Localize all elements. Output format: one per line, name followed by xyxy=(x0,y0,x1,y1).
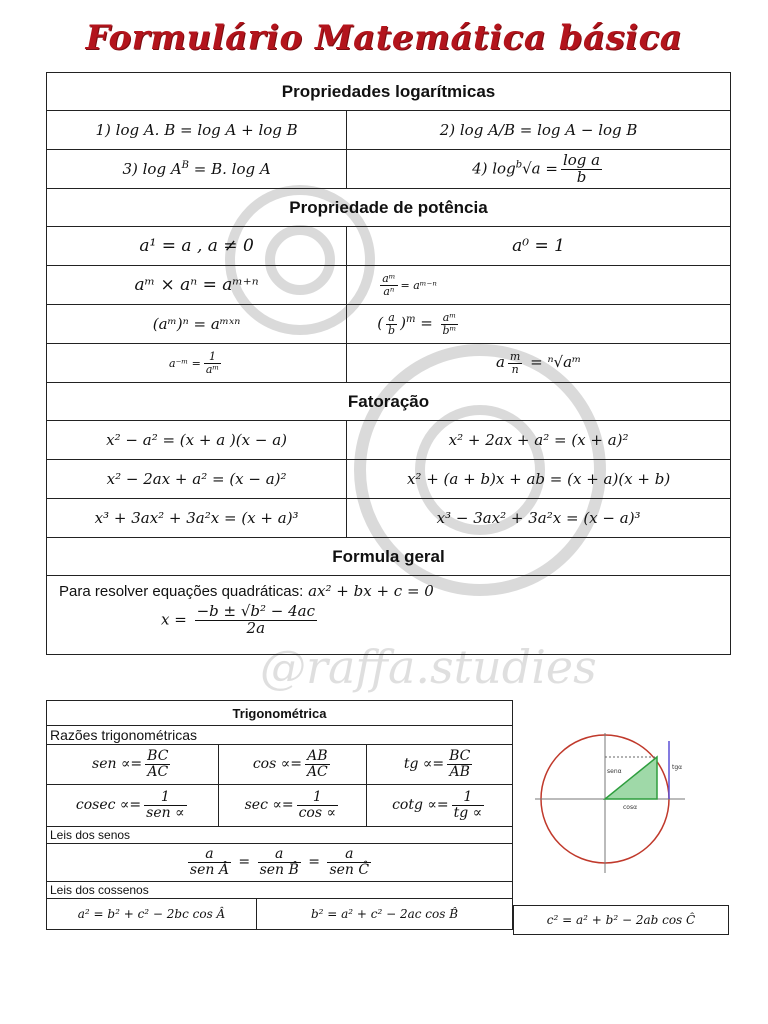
factor-prop-3: x² − 2ax + a² = (x − a)² xyxy=(47,460,347,499)
main-formula-table xyxy=(46,72,731,655)
law-cos-b: b² = a² + c² − 2ac cos B̂ xyxy=(310,907,459,921)
power-prop-8: a $\frac{m}{n}$ = ⁿ√aᵐ xyxy=(347,344,731,383)
section-general: Formula geral xyxy=(47,538,731,576)
page-title: Formulário Matemática básica xyxy=(85,18,683,58)
log-prop-3: 3) $\log A^B = B$. log A xyxy=(47,150,347,189)
trig-table xyxy=(46,700,513,930)
general-intro: Para resolver equações quadráticas: xyxy=(59,583,304,600)
log-prop-4: 4) $\log^b√a$ = $\frac{\text{log a}}{b}$ xyxy=(347,150,731,189)
law-cos-a: a² = b² + c² − 2bc cos Â xyxy=(47,899,257,929)
section-power: Propriedade de potência xyxy=(47,189,731,227)
log-prop-1: 1) log A. B = log A + log B xyxy=(47,111,347,150)
quadratic-equation: ax² + bx + c = 0 xyxy=(308,582,434,600)
bhaskara-formula: $\frac{\text{−b ± √b² − 4ac}}{2a}$ xyxy=(196,602,316,637)
cosec-ratio: cosec ∝= $\frac{1}{\text{sen ∝}}$ xyxy=(47,785,219,827)
cotg-ratio: cotg ∝= $\frac{1}{tg \propto}$ xyxy=(367,785,513,827)
power-prop-6: ( $\frac{a}{b}$ )$^m$ = $\frac{\text{aᵐ}}{\text{bᵐ}}$ xyxy=(347,305,731,344)
section-log: Propriedades logarítmicas xyxy=(47,73,731,111)
power-prop-4: $\frac{\text{aᵐ}}{\text{aⁿ}}$ = aᵐ⁻ⁿ xyxy=(347,266,731,305)
power-prop-7: a⁻ᵐ = $\frac{1}{\text{aᵐ}}$ xyxy=(47,344,347,383)
factor-prop-1: x² − a² = (x + a )(x − a) xyxy=(47,421,347,460)
factor-prop-5: x³ + 3ax² + 3a²x = (x + a)³ xyxy=(47,499,347,538)
sen-label: senα xyxy=(607,768,622,775)
factor-prop-2: x² + 2ax + a² = (x + a)² xyxy=(347,421,731,460)
unit-circle-figure xyxy=(535,733,695,893)
power-prop-5: (aᵐ)ⁿ = aᵐˣⁿ xyxy=(47,305,347,344)
power-prop-1: a¹ = a , a ≠ 0 xyxy=(47,227,347,266)
law-cos-c: c² = a² + b² − 2ab cos Ĉ xyxy=(513,905,729,935)
trig-title: Trigonométrica xyxy=(47,701,513,726)
factor-prop-6: x³ − 3ax² + 3a²x = (x − a)³ xyxy=(347,499,731,538)
power-prop-2: a⁰ = 1 xyxy=(347,227,731,266)
law-cos-row xyxy=(47,899,513,930)
law-cos-label: Leis dos cossenos xyxy=(47,882,513,899)
cos-label: cosα xyxy=(623,804,638,811)
trig-ratios-label: Razões trigonométricas xyxy=(47,726,513,745)
power-prop-3: aᵐ × aⁿ = aᵐ⁺ⁿ xyxy=(47,266,347,305)
sec-ratio: sec ∝= $\frac{1}{\cos \propto}$ xyxy=(219,785,367,827)
law-sines-label: Leis dos senos xyxy=(47,827,513,844)
triangle xyxy=(605,757,657,799)
factor-prop-4: x² + (a + b)x + ab = (x + a)(x + b) xyxy=(347,460,731,499)
law-sines-formula: $\frac{a}{\text{sen Â}}$ = $\frac{a}{\text{sen B̂}}$ = $\frac{a}{\text{sen Ĉ}}$ xyxy=(47,844,513,882)
tg-label: tgα xyxy=(672,764,683,771)
tg-ratio: tg ∝= $\frac{BC}{AB}$ xyxy=(367,745,513,785)
cos-ratio: cos ∝= $\frac{AB}{AC}$ xyxy=(219,745,367,785)
general-formula: Para resolver equações quadráticas: ax² + bx + c = 0 x = $\frac{\text{−b ± √b² − 4ac}}{2a}$ xyxy=(47,576,731,655)
log-prop-2: 2) log A/B = log A − log B xyxy=(347,111,731,150)
sen-ratio: sen ∝= $\frac{BC}{AC}$ xyxy=(47,745,219,785)
watermark-text: @raffa.studies xyxy=(260,640,597,694)
section-factor: Fatoração xyxy=(47,383,731,421)
